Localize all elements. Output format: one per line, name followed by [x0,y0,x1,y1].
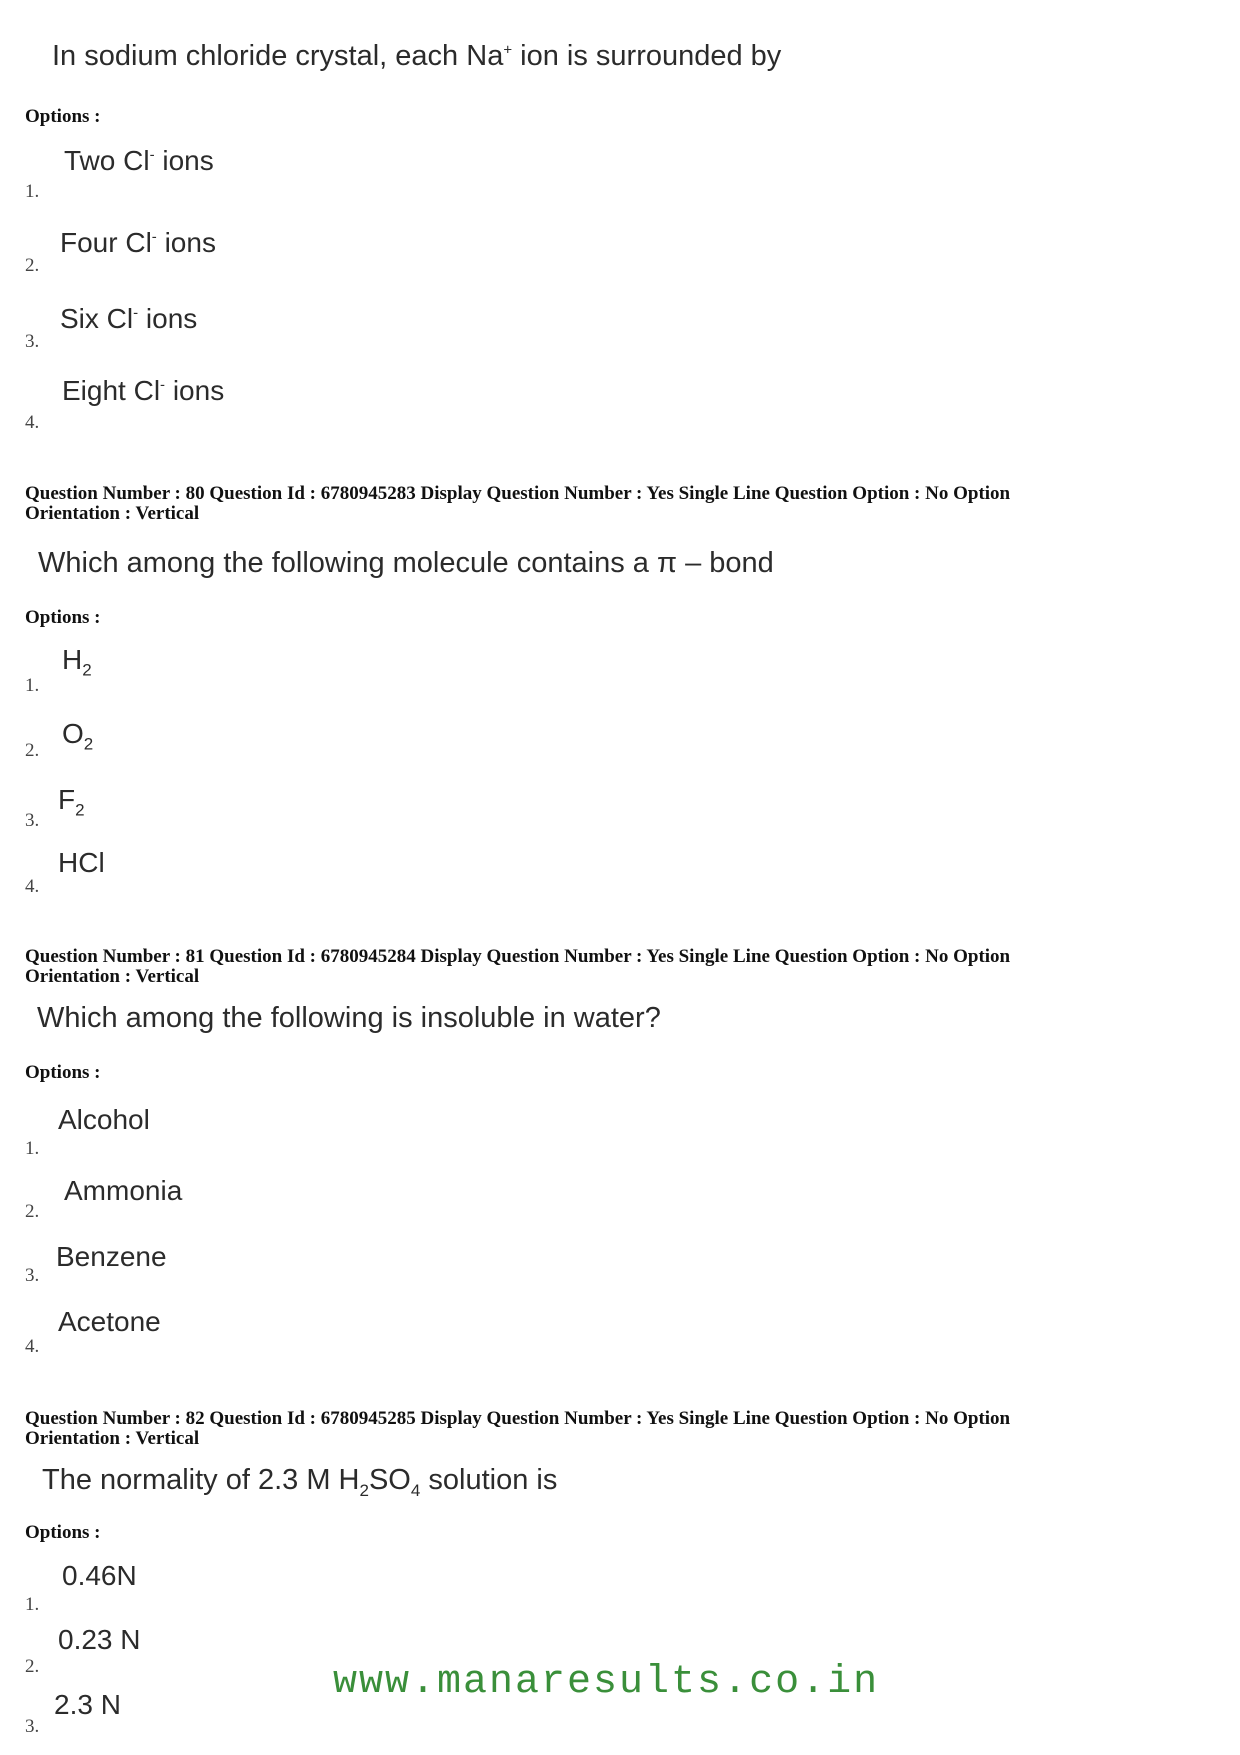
q81-option-1-number: 1. [25,1138,40,1159]
options-label: Options : [25,1062,101,1083]
q80-option-1-number: 1. [25,675,40,696]
q79-option-4-text: Eight Cl- ions [62,375,225,406]
meta-line: Orientation : Vertical [25,503,200,524]
q82-option-3-number: 3. [25,1716,40,1737]
question-80-meta [25,484,1205,524]
question-80-text: Which among the following molecule contains a π – bond [38,547,774,579]
q80-option-4-text: HCl [58,847,105,878]
q79-option-2-text: Four Cl- ions [60,227,216,258]
watermark-url: www.manaresults.co.in [333,1660,880,1705]
q82-option-2-text: 0.23 N [58,1624,141,1655]
q81-option-3-number: 3. [25,1265,40,1286]
subscript: 4 [410,1480,421,1500]
question-text-part: SO [368,1464,411,1496]
q80-option-2-text: $O_2$ [62,718,94,754]
q80-option-2-number: 2. [25,740,40,761]
question-82-meta [25,1409,1205,1449]
q79-option-2-number: 2. [25,255,40,276]
meta-line: Question Number : 81 Question Id : 6780945284 Display Question Number : Yes Single Line Question Option : No Option [25,946,1011,967]
options-label: Options : [25,106,101,127]
q81-option-1-text: Alcohol [58,1104,150,1135]
question-81-text: Which among the following is insoluble in water? [37,1002,661,1034]
q80-option-3-number: 3. [25,810,40,831]
q79-option-3-number: 3. [25,331,40,352]
meta-line: Question Number : 80 Question Id : 6780945283 Display Question Number : Yes Single Line Question Option : No Option [25,483,1011,504]
q80-option-1-text: $H_2$ [62,644,92,680]
q79-option-1-number: 1. [25,181,40,202]
q81-option-4-text: Acetone [58,1306,161,1337]
question-81-meta [25,947,1205,987]
q79-option-1-text: Two Cl- ions [64,145,214,176]
question-text-part: The normality of 2.3 M H [42,1464,360,1496]
q79-option-3-text: Six Cl- ions [60,303,198,334]
q82-option-1-text: 0.46N [62,1560,137,1591]
meta-line: Question Number : 82 Question Id : 6780945285 Display Question Number : Yes Single Line Question Option : No Option [25,1408,1011,1429]
q79-option-4-number: 4. [25,412,40,433]
meta-line: Orientation : Vertical [25,966,200,987]
q80-option-3-text: $F_2$ [58,784,85,820]
ion-charge: + [503,41,513,59]
question-82-text [42,1464,558,1500]
q82-option-1-number: 1. [25,1594,40,1615]
q80-option-4-number: 4. [25,876,40,897]
q81-option-2-text: Ammonia [64,1175,183,1206]
q82-option-2-number: 2. [25,1656,40,1677]
question-text-part: ion is surrounded by [512,40,782,72]
ion-symbol: Na [466,40,504,72]
question-text-part: In sodium chloride crystal, each [52,40,467,72]
q81-option-4-number: 4. [25,1336,40,1357]
subscript: 2 [359,1480,369,1500]
options-label: Options : [25,607,101,628]
question-text-part: solution is [420,1464,558,1496]
q81-option-2-number: 2. [25,1201,40,1222]
meta-line: Orientation : Vertical [25,1428,200,1449]
q82-option-3-text: 2.3 N [54,1689,121,1720]
q81-option-3-text: Benzene [56,1241,167,1272]
question-79-text [52,40,781,73]
options-label: Options : [25,1522,101,1543]
